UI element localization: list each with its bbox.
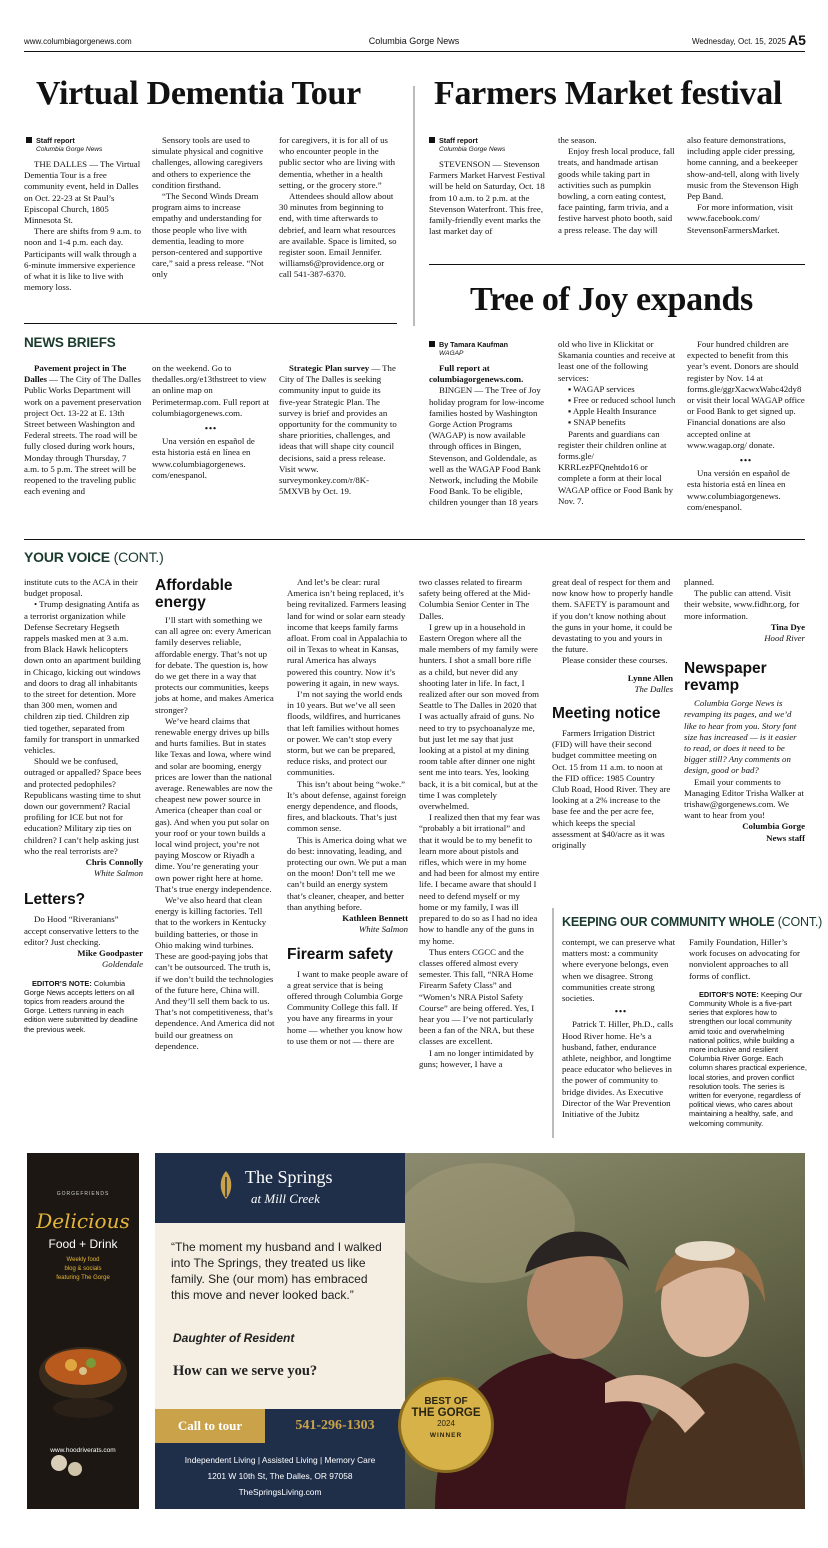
ad-url[interactable]: www.hoodriverats.com [50,1447,116,1454]
springs-brand-sub: at Mill Creek [251,1191,320,1206]
springs-attribution: Daughter of Resident [173,1331,295,1345]
ad-sub3: featuring The Gorge [56,1275,110,1281]
springs-logo-icon [215,1169,237,1201]
revamp-title: Newspaper revamp [684,660,767,695]
springs-footer [155,1443,405,1509]
community-rule-left [552,908,554,1138]
ad-sub2: blog & socials [64,1266,102,1272]
springs-quote: “The moment my husband and I walked into The Springs, they treated us like family. She (our mom) has embraced this move and never looked back.” [171,1240,382,1302]
dementia-col2: Sensory tools are used to simulate physical and cognitive challenges, allowing caregivers and others to experience the condition firsthand. “The Second Winds Dream program aims to increase empathy and understanding for those people who live with dementia, leading to more person-centered and supportive care,” said a press release. “Not only [152,135,264,280]
briefs-col3: Strategic Plan survey — The City of The Dalles is seeking community input to guide its five-year Strategic Plan. The survey is brief and provides an opportunity for the community to share priorities, challenges, and ideas that will shape city council decisions, said a press release. Visit www. surveymonkey.com/r/8K-5MXVB by Oct. 19. [279,363,397,497]
springs-question: How can we serve you? [173,1363,318,1379]
tree-col2: old who live in Klickitat or Skamania counties and receive at least one of the following services: ▪ WAGAP services ▪ Free or reduced school lunch ▪ Apple Health Insurance ▪ SNAP benefits Parents and guardians can register their children online at forms.gle/ KRRLezPFQnehtdo16 or complete a form at their local WAGAP office or Food Bank by Nov. 7. [558,339,676,506]
voice-col6: planned. The public can attend. Visit their website, www.fidhr.org, for more information. Tina Dye Hood River Newspaper revamp Columbia Gorge News is revamping its pages, and we’d like to hear from you. Story font size has increased — is it easier to read, or does it need to be bigger still? Any comments on design, good or bad? Email your comments to Managing Editor Trisha Walker at trishaw@gorgenews.com. We want to hear from you! Columbia Gorge News staff [684,577,805,843]
voice-col2: Affordable energy I’ll start with something we can all agree on: every American family deserves reliable, affordable energy. That’s not up for debate. The question is, how do we get there in a way that protects our communities, keeps jobs at home, and makes America stronger? We’ve heard claims that renewable energy drives up bills and hurts families. But in states like Texas and Iowa, where wind and solar are booming, energy prices are lower than the national average. Renewables are now the cheapest new power source in America (cheaper than coal or gas). And when you put solar on your roof or your town builds a local wind project, you’re not paying Moscow or Riyadh a dime. You’re generating your own power right here at home. That’s true energy independence. We’ve also heard that clean energy is killing factories. Tell that to the workers in Kentucky building batteries, or those in Ohio making wind turbines. These are good-paying jobs that can’t be outsourced. The truth is, if we don’t build the technologies of the future here, China will. And they’ll sell them back to us. That’s not competitiveness, that’s dependence. And America did not build our greatness on dependence. [155,577,275,1051]
ad-line: Food + Drink [48,1237,118,1251]
masthead-url[interactable]: www.columbiagorgenews.com [24,37,132,46]
farmers-col3: also feature demonstrations, including apple cider pressing, home canning, and a beekeeper show-and-tell, along with lively music from the Stevenson High Pep Band. For more information, visit www.facebook.com/ StevensonFarmersMarket. [687,135,800,235]
firearm-title: Firearm safety [287,945,393,963]
your-voice-title: YOUR VOICE (CONT.) [24,549,164,565]
community-col2: Family Foundation, Hiller’s work focuses on advocating for nonviolent approaches to all forms of conflict. EDITOR’S NOTE: Keeping Our Community Whole is a five-part series that explores how to strengthen our local community amid toxic and overwhelming national politics, while building a more inclusive and resilient Columbia River Gorge. Each column shares practical experience, local stories, and proven conflict resolution tools. The series is written for everyone, regardless of political views, who cares about maintaining a healthy, safe, and welcoming community. [689,937,807,1128]
farmers-rule [429,264,805,265]
news-briefs-title: NEWS BRIEFS [24,335,116,350]
service-item: ▪ WAGAP services [568,383,635,394]
briefs-col1: Pavement project in The Dalles — The City of The Dalles Public Works Department will work on a pavement preservation project Oct. 13-22 at E. 13th Street between Washington and Federal streets. The road will be fully closed during work hours, Monday through Thursday, 7 a.m. to 5 p.m. The street will be reopened to the traveling public each evening and [24,363,142,497]
page-number: A5 [788,32,806,48]
dementia-col3: for caregivers, it is for all of us who encounter people in the public sector who are living with dementia, whether in a health setting, or the grocery store.” Attendees should allow about 30 minutes from beginning to end, with time afterwards to debrief, and learn what resources are available. Space is limited, so register soon. Email Jennifer. williams6@providence.org or call 541-387-6370. [279,135,397,280]
farmers-col2: the season. Enjoy fresh local produce, fall treats, and handmade artisan goods while taking part in activities such as pumpkin bowling, a corn eating contest, face painting, farm trivia, and a festive harvest photo booth, said a press release. The day will [558,135,675,235]
ad-sub1: Weekly food [66,1257,100,1263]
briefs-col2: on the weekend. Go to thedalles.org/e13thstreet to view an online map on Perimetermap.com. Full report at columbiagorgenews.com. ••• Una versión en español de esta historia está en línea en www.columbiagorgenews. com/enespanol. [152,363,270,480]
masthead-paper: Columbia Gorge News [368,36,460,46]
farmers-col1: STEVENSON — Stevenson Farmers Market Harvest Festival will be held on Saturday, Oct. 18 from 10 a.m. to 2 p.m. at the Stevenson Waterfront. This free, family-friendly event marks the last market day of [429,159,546,237]
ad-small-brand: GORGEFRIENDS [56,1191,110,1197]
voice-col4: two classes related to firearm safety being offered at the Mid-Columbia Senior Center in The Dalles. I grew up in a household in Eastern Oregon where all the male members of my family were hunters. I shot a small bore rifle as a child, but never did any shooting later in life. In fact, I realized after our son moved from Seattle to The Dalles in 2020 that I was actually afraid of guns. No need to try to psychoanalyze me, but just let me say that just looking at a pistol at my dining room table after dinner one night sent me into tears. Yes, looking back, it is a bit comical, but at the time I was completely overwhelmed. I realized then that my fear was “probably a bit irrational” and that it would be to my benefit to learn more about pistols and rifles, which were in my home and had been for almost my entire life. I became aware that should I need to defend myself or my home or my family, I was ill prepared to do so as I had no idea how to handle any of the guns in my home. Thus enters CGCC and the classes offered almost every semester. This fall, “NRA Home Firearm Safety Class” and “Women’s NRA Pistol Safety Course” are being offered. Yes, I hear you — I’ve not particularly been a fan of the NRA, but these classes are excellent. I am no longer intimidated by guns; however, I have a [419,577,540,1069]
section-rule [24,539,805,540]
springs-ad[interactable] [155,1153,805,1509]
call-to-tour-button[interactable]: Call to tour 541-296-1303 [155,1409,805,1443]
column-divider [413,86,415,326]
springs-brand: The Springs [245,1167,333,1187]
springs-services: Independent Living | Assisted Living | Memory Care [184,1455,376,1465]
springs-header [155,1153,405,1223]
farmers-byline: Staff report Columbia Gorge News [429,136,505,154]
tree-col1: Full report at columbiagorgenews.com. BINGEN — The Tree of Joy holiday program for low-income families hosted by Washington Gorge Action Programs (WAGAP) is now available through offices in Bingen, Stevenson, and Goldendale, as well as the WAGAP Food Bank Network, including the Mobile Food Bank. To be eligible, children younger than 18 years [429,363,545,508]
community-title: KEEPING OUR COMMUNITY WHOLE (CONT.) [562,915,823,929]
service-item: ▪ Free or reduced school lunch [568,395,676,406]
springs-site[interactable]: TheSpringsLiving.com [238,1487,322,1497]
community-col1: contempt, we can preserve what matters most: a community where everyone belongs, even when we disagree. Strong communities create strong societies. ••• Patrick T. Hiller, Ph.D., calls Hood River home. He’s a husband, father, endurance athlete, neighbor, and longtime peace educator who believes in the power of community to bridge divides. As Executive Director of the War Prevention Initiative of the Jubitz [562,937,676,1120]
dementia-byline: Staff report Columbia Gorge News [26,136,102,154]
springs-phone[interactable]: 541-296-1303 [265,1409,405,1443]
voice-col1: institute cuts to the ACA in their budget proposal. • Trump designating Antifa as a terrorist organization while Defense Secretary Hegseth rappels masked men at 3 a.m. from Black Hawk helicopters down onto an apartment building in Chicago, kicking out windows and doors to drag all inhabitants to the street for detention. More than 300 men, women and children zip tied. Children zip tied together, separated from family for transport in unmarked vehicles. Should we be confused, outraged or appalled? Space bees and protected pedophiles? Republicans wasting time to shut down our government? Racial profiling for ICE but not for education? Military zip ties on children? I can’t help asking just who the real terrorists are? Chris Connolly White Salmon Letters? Do Hood “Riveranians” accept conservative letters to the editor? Just checking. Mike Goodpaster Goldendale EDITOR’S NOTE: Columbia Gorge News accepts letters on all topics from readers around the Gorge. Letters running in each edition were submitted by deadline the previous week. [24,577,143,1034]
tree-col3: Four hundred children are expected to benefit from this year’s event. Donors are should register by Nov. 14 at forms.gle/ggrXacwxWabc42dy8 or visit their local WAGAP office or Food Bank to get signed up. Financial donations are also accepted online at www.wagap.org/ donate. ••• Una versión en español de esta historia está en línea en www.columbiagorgenews. com/enespanol. [687,339,805,512]
tree-byline: By Tamara Kaufman WAGAP [429,340,508,358]
best-of-gorge-badge: BEST OF THE GORGE 2024 WINNER [398,1377,494,1473]
voice-col5: great deal of respect for them and now know how to properly handle them. SAFETY is paramount and if you don’t know nothing about the guns in your home, it could be devastating to you and yours in the future. Please consider these courses. Lynne Allen The Dalles Meeting notice Farmers Irrigation District (FID) will have their second budget committee meeting on Oct. 15 from 11 a.m. to noon at the FID office: 1985 Country Club Road, Hood River. They are looking at a 2% increase to the base fee and the per acre fee, which keeps the special assessment at $40/acre as it was originally [552,577,673,851]
dementia-headline: Virtual Dementia Tour [36,75,361,112]
springs-address: 1201 W 10th St, The Dalles, OR 97058 [207,1471,353,1481]
letters-title: Letters? [24,891,86,909]
energy-title: Affordable energy [155,577,233,611]
ad-script-title: Delicious [36,1209,130,1233]
tree-of-joy-headline: Tree of Joy expands [470,281,753,318]
service-item: ▪ Apple Health Insurance [568,406,657,417]
voice-col3: And let’s be clear: rural America isn’t being replaced, it’s being revitalized. Farmers leasing land for wind or solar earn steady income that keeps family farms afloat. From coal in Appalachia to oil in Texas to wheat in Kansas, rural America has always powered this country. Now it’s powering it again, in new ways. I’m not saying the world ends in 10 years. But we’ve all seen floods, wildfires, and hurricanes that left families without homes or power. We can’t stop every storm, but we can be prepared, reduce risks, and protect our communities. This isn’t about being “woke.” It’s about defense, against foreign energy dependence, and floods, fires, and blackouts. That’s just common sense. This is America doing what we do best: innovating, leading, and protecting our own. We put a man on the moon! Don’t tell me we can’t build an energy system that’s cleaner, cheaper, and better than anything before. Kathleen Bennett White Salmon Firearm safety I want to make people aware of a great service that is being offered through Columbia Gorge Community College this fall. If you have any firearms in your home — whether you know how to use them or not — there are [287,577,408,1046]
masthead-date: Wednesday, Oct. 15, 2025 [692,37,786,46]
food-drink-ad[interactable] [27,1153,139,1509]
service-item: ▪ SNAP benefits [568,417,626,428]
farmers-headline: Farmers Market festival [434,75,783,112]
dementia-col1: THE DALLES — The Virtual Dementia Tour is a free community event, held in Dalles on Oct. 22-23 at St Paul’s Episcopal Church, 1805 Minnesota St. There are shifts from 9 a.m. to noon and 1-4 p.m. each day. Participants will walk through a 6-minute immersive experience of what it is like to live with memory loss. [24,159,141,293]
masthead-rule [24,51,805,52]
meeting-title: Meeting notice [552,705,661,723]
briefs-rule [24,323,397,324]
food-pot-illustration [33,1313,133,1483]
